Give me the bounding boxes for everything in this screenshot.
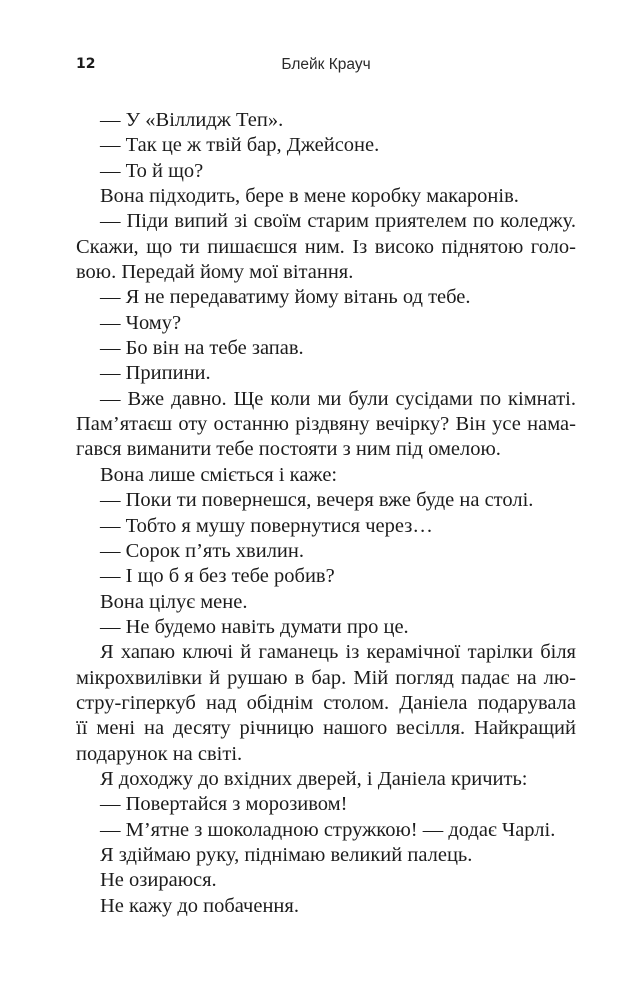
text-line: — Припини. xyxy=(100,362,211,385)
page-header xyxy=(76,56,576,78)
text-line: Вона підходить, бере в мене коробку макаронів. xyxy=(100,185,519,208)
body-text xyxy=(76,108,576,919)
text-line: Я хапаю ключі й гаманець із керамічної тарілки біля xyxy=(100,641,576,664)
text-line: Не кажу до побачення. xyxy=(100,894,299,917)
text-line: Скажи, що ти пишаєшся ним. Із високо піднятою голо- xyxy=(76,235,576,258)
text-line: — То й що? xyxy=(100,159,204,182)
text-line: — Сорок п’ять хвилин. xyxy=(100,539,304,562)
text-line: гався виманити тебе постояти з ним під омелою. xyxy=(76,438,501,461)
text-line: — У «Віллидж Теп». xyxy=(100,109,284,131)
text-line: подарунок на світі. xyxy=(76,742,243,765)
text-line: — Не будемо навіть думати про це. xyxy=(100,615,409,638)
text-line: — Бо він на тебе запав. xyxy=(100,337,304,360)
text-line: Пам’ятаєш оту останню різдвяну вечірку? Він усе нама- xyxy=(76,413,576,436)
text-line: Не озираюся. xyxy=(100,869,217,892)
page-number: 12 xyxy=(76,56,96,72)
text-line: Я доходжу до вхідних дверей, і Даніела кричить: xyxy=(100,767,528,790)
text-line: — Тобто я мушу повернутися через… xyxy=(100,514,433,537)
text-line: вою. Передай йому мої вітання. xyxy=(76,261,354,284)
text-line: — Поки ти повернешся, вечеря вже буде на столі. xyxy=(100,489,534,512)
text-line: мікрохвилівки й рушаю в бар. Мій погляд падає на лю- xyxy=(76,666,576,689)
text-line: її мені на десяту річницю нашого весілля. Найкращий xyxy=(76,717,576,740)
text-line: — Повертайся з морозивом! xyxy=(100,793,348,816)
text-line: Вона лише сміється і каже: xyxy=(100,463,338,486)
text-line: стру-гіперкуб над обіднім столом. Даніела подарувала xyxy=(76,691,576,714)
text-line: — Піди випий зі своїм старим приятелем по коледжу. xyxy=(100,210,576,233)
text-line: — Так це ж твій бар, Джейсоне. xyxy=(100,134,380,157)
text-line: — Чому? xyxy=(100,311,182,334)
text-line: — Вже давно. Ще коли ми були сусідами по кімнаті. xyxy=(100,387,576,410)
text-line: Я здіймаю руку, піднімаю великий палець. xyxy=(100,843,473,866)
text-line: — Я не передаватиму йому вітань од тебе. xyxy=(100,286,471,309)
text-line: — М’ятне з шоколадною стружкою! — додає Чарлі. xyxy=(100,818,556,841)
text-line: — І що б я без тебе робив? xyxy=(100,565,335,588)
text-line: Вона цілує мене. xyxy=(100,590,248,613)
running-head-author: Блейк Крауч xyxy=(281,56,371,73)
